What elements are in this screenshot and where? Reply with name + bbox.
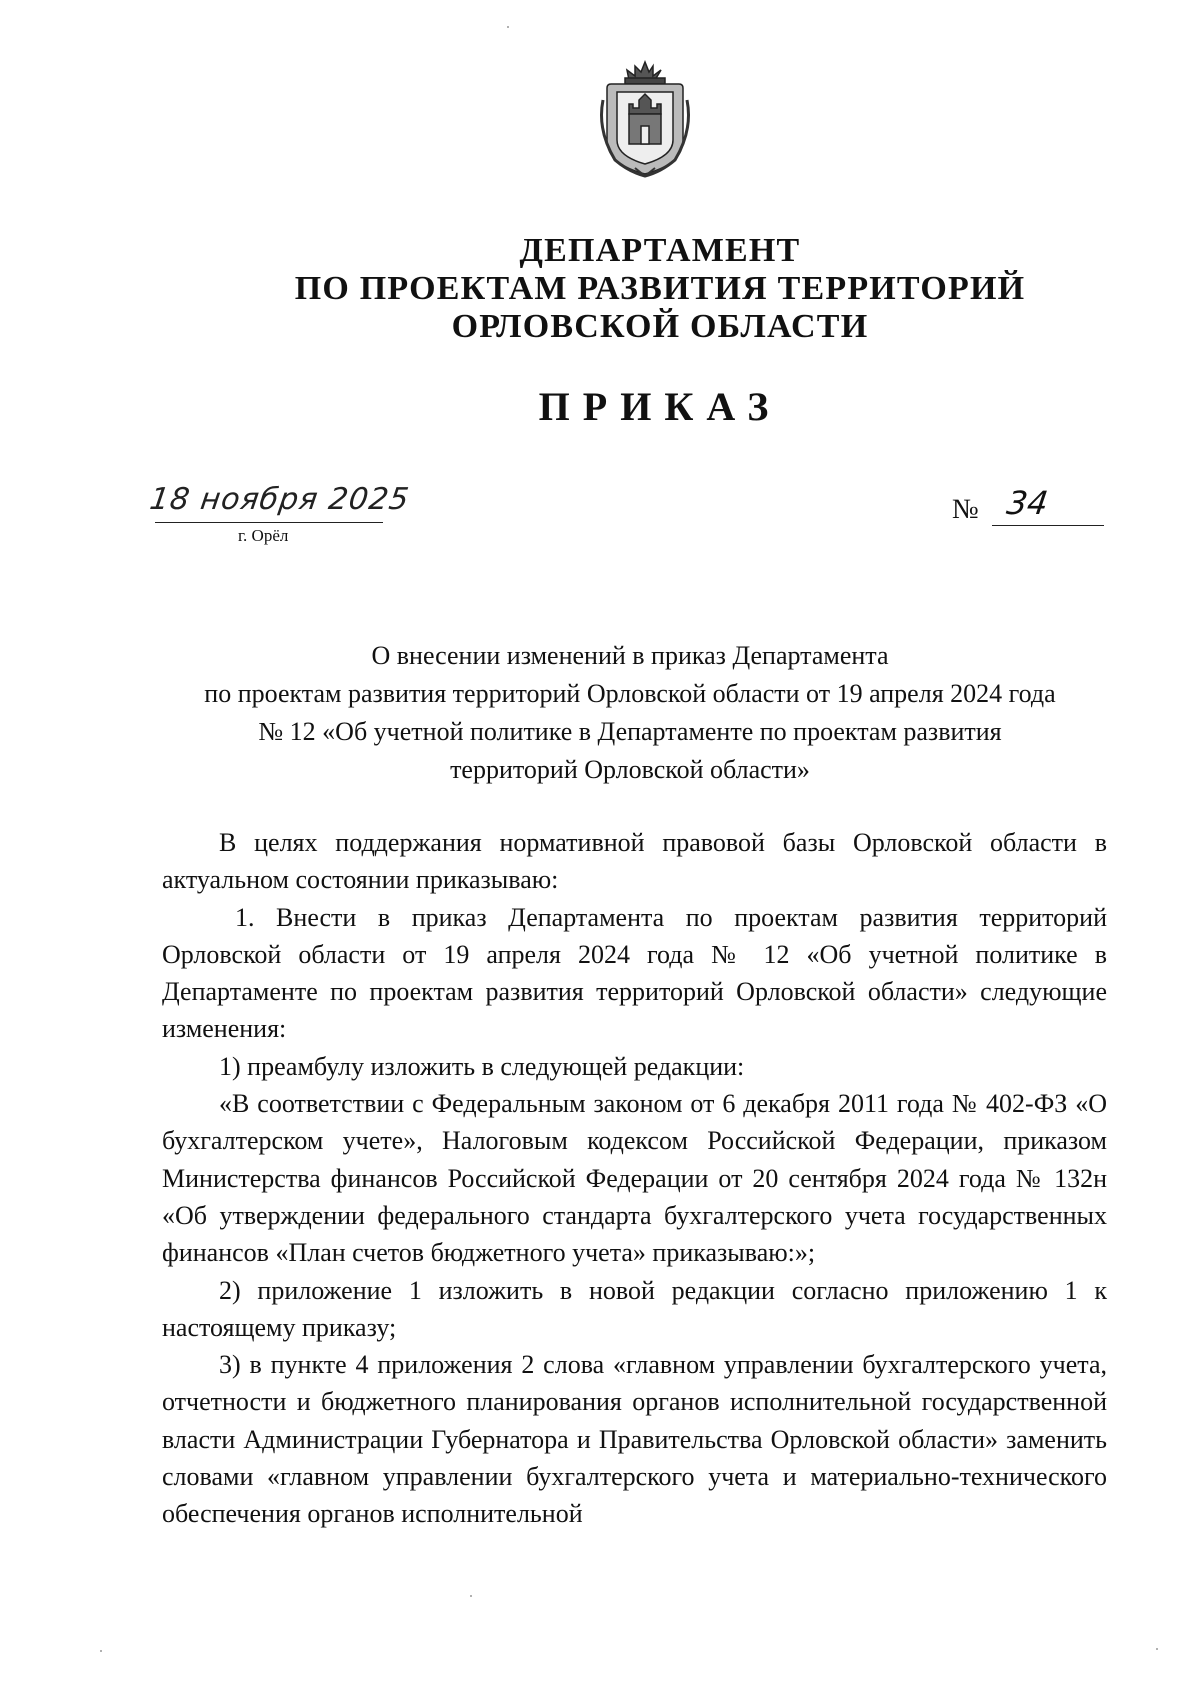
handwritten-date: 18 ноября 2025 bbox=[147, 482, 412, 517]
date-underline bbox=[155, 522, 383, 523]
department-line-2: ПО ПРОЕКТАМ РАЗВИТИЯ ТЕРРИТОРИЙ bbox=[294, 270, 1026, 307]
title-line-4: территорий Орловской области» bbox=[450, 755, 810, 784]
department-line-1: ДЕПАРТАМЕНТ bbox=[519, 232, 801, 269]
number-underline bbox=[992, 525, 1104, 526]
coat-of-arms-emblem bbox=[595, 60, 695, 178]
subitem-3-paragraph: 3) в пункте 4 приложения 2 слова «главном управлении бухгалтерского учета, отчетности и бюджетного планирования органов исполнительной государственной власти Администрации Губернатора и Правительства Орловской области» заменить словами «главном управлении бухгалтерского учета и материально-технического обеспечения органов исполнительной bbox=[162, 1350, 1107, 1529]
order-body bbox=[162, 824, 1107, 1533]
title-line-1: О внесении изменений в приказ Департамента bbox=[371, 641, 889, 670]
subitem-1-paragraph: 1) преамбулу изложить в следующей редакции: bbox=[219, 1051, 745, 1081]
handwritten-number: 34 bbox=[1004, 484, 1051, 522]
preamble-paragraph: В целях поддержания нормативной правовой базы Орловской области в актуальном состоянии приказываю: bbox=[162, 828, 1107, 895]
number-sign: № bbox=[952, 494, 979, 525]
city-label: г. Орёл bbox=[238, 526, 289, 545]
item-1-paragraph: 1. Внести в приказ Департамента по проектам развития территорий Орловской области от 19 апреля 2024 года № 12 «Об учетной политике в Департаменте по проектам развития территорий Орловской области» следующие изменения: bbox=[162, 902, 1107, 1044]
department-name bbox=[60, 232, 1200, 346]
number-block bbox=[952, 484, 1104, 524]
document-type: ПРИКАЗ bbox=[538, 384, 782, 429]
order-title bbox=[150, 637, 1110, 789]
date-block bbox=[147, 482, 412, 545]
title-line-3: № 12 «Об учетной политике в Департаменте по проектам развития bbox=[258, 717, 1002, 746]
new-preamble-paragraph: «В соответствии с Федеральным законом от 6 декабря 2011 года № 402-ФЗ «О бухгалтерском учете», Налоговым кодексом Российской Федерации, приказом Министерства финансов Российской Федерации от 20 сентября 2024 года № 132н «Об утверждении федерального стандарта бухгалтерского учета государственных финансов «План счетов бюджетного учета» приказываю:»; bbox=[162, 1089, 1107, 1268]
department-line-3: ОРЛОВСКОЙ ОБЛАСТИ bbox=[451, 308, 869, 345]
subitem-2-paragraph: 2) приложение 1 изложить в новой редакции согласно приложению 1 к настоящему приказу; bbox=[162, 1275, 1107, 1342]
title-line-2: по проектам развития территорий Орловской области от 19 апреля 2024 года bbox=[204, 679, 1056, 708]
